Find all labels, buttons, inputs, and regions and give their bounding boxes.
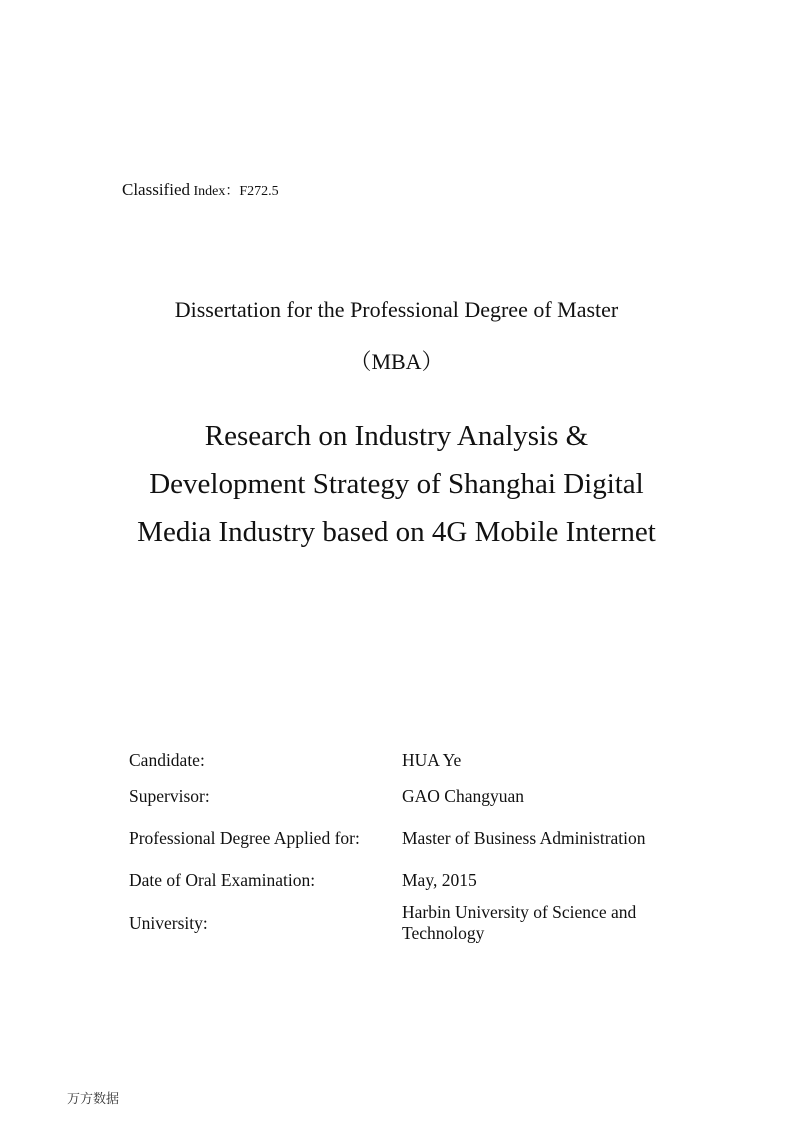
dissertation-title [0,412,793,556]
exam-date-value: May, 2015 [402,869,477,890]
info-row-candidate [129,748,689,772]
degree-applied-value: Master of Business Administration [402,827,646,848]
university-label: University: [129,912,208,933]
degree-type: （MBA） [349,349,444,374]
classified-index-value: F272.5 [239,184,279,199]
degree-line: Dissertation for the Professional Degree of Master [174,297,619,322]
university-value [402,902,689,944]
university-value-line-2: Technology [402,923,485,943]
title-line-3: Media Industry based on 4G Mobile Internet [137,516,656,548]
classified-index-label: Index： [190,184,240,199]
title-line-1: Research on Industry Analysis & [204,420,589,452]
info-row-date [129,868,689,892]
classified-index [122,180,279,200]
candidate-label: Candidate: [129,749,205,770]
info-row-degree [129,826,689,850]
classified-word: Classified [122,180,190,199]
watermark-text: 万方数据 [67,1092,120,1107]
degree-applied-label: Professional Degree Applied for: [129,827,360,848]
title-line-2: Development Strategy of Shanghai Digital [149,468,644,500]
supervisor-label: Supervisor: [129,785,210,806]
exam-date-label: Date of Oral Examination: [129,869,316,890]
candidate-value: HUA Ye [402,749,462,770]
info-table [129,748,689,946]
info-row-supervisor [129,784,689,808]
university-value-line-1: Harbin University of Science and [402,902,637,922]
info-row-university [129,900,689,946]
supervisor-value: GAO Changyuan [402,785,524,806]
